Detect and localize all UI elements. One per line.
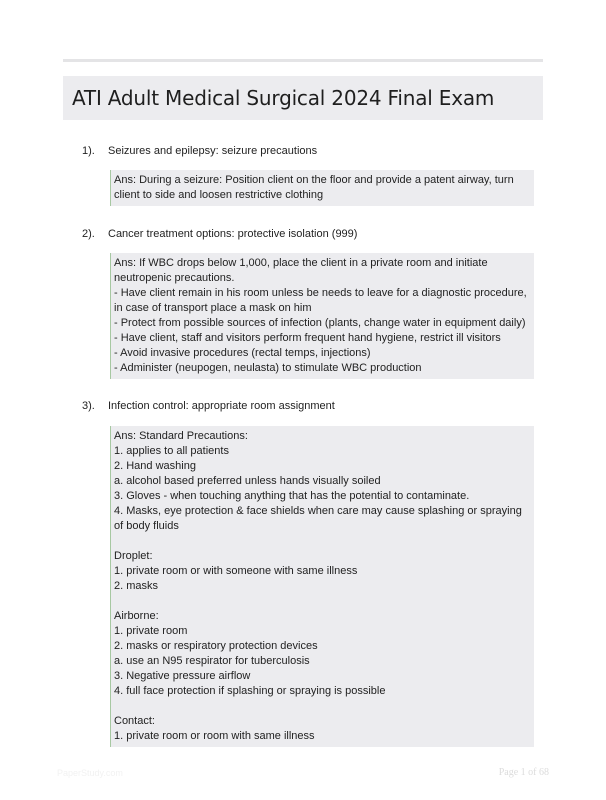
answer-line: 2. masks or respiratory protection devices [114,640,318,652]
question-number: 3). [82,400,95,412]
question-header [0,400,606,416]
answer-line: 3. Negative pressure airflow [114,670,251,682]
answer-line: 1. applies to all patients [114,445,229,457]
question-text: Infection control: appropriate room assignment [108,400,335,412]
answer-line: Airborne: [114,610,159,622]
question-header [0,228,606,244]
question-3 [0,400,606,742]
top-divider [63,59,543,62]
answer-line: 1. private room [114,625,188,637]
answer-line: 4. full face protection if splashing or spraying is possible [114,685,386,697]
answer-box [110,170,534,206]
question-number: 1). [82,145,95,157]
question-2 [0,228,606,374]
answer-line: 2. Hand washing [114,460,196,472]
answer-line [114,699,531,714]
answer-line: 3. Gloves - when touching anything that has the potential to contaminate. [114,490,470,502]
answer-line: Ans: If WBC drops below 1,000, place the client in a private room and initiate neutropenic precautions. [114,257,491,284]
answer-box [110,426,534,747]
answer-line: - Administer (neupogen, neulasta) to stimulate WBC production [114,362,422,374]
question-text: Cancer treatment options: protective isolation (999) [108,228,358,240]
title-banner [63,76,543,120]
answer-line: Droplet: [114,550,153,562]
question-text: Seizures and epilepsy: seizure precautions [108,145,318,157]
answer-line: 1. private room or with someone with same illness [114,565,358,577]
answer-line [114,594,531,609]
page-title: ATI Adult Medical Surgical 2024 Final Exam [72,86,495,110]
answer-line: 1. private room or room with same illness [114,730,315,742]
answer-line: - Protect from possible sources of infection (plants, change water in equipment daily) [114,317,526,329]
answer-line: 2. masks [114,580,159,592]
question-header [0,145,606,161]
answer-line: - Have client remain in his room unless be needs to leave for a diagnostic procedure, in case of transport place a mask on him [114,287,530,314]
answer-box [110,253,534,379]
answer-line: - Have client, staff and visitors perform frequent hand hygiene, restrict ill visitors [114,332,501,344]
question-number: 2). [82,228,95,240]
answer-line: a. use an N95 respirator for tuberculosis [114,655,310,667]
answer-line: Ans: During a seizure: Position client on the floor and provide a patent airway, turn client to side and loosen restrictive clothing [114,174,517,201]
question-1 [0,145,606,201]
answer-line: a. alcohol based preferred unless hands visually soiled [114,475,381,487]
answer-line: Contact: [114,715,155,727]
answer-line: - Avoid invasive procedures (rectal temps, injections) [114,347,371,359]
answer-line: Ans: Standard Precautions: [114,430,248,442]
answer-line: 4. Masks, eye protection & face shields when care may cause splashing or spraying of body fluids [114,505,525,532]
page-indicator: Page 1 of 68 [498,767,549,778]
footer-watermark: PaperStudy.com [57,768,123,778]
answer-line [114,534,531,549]
